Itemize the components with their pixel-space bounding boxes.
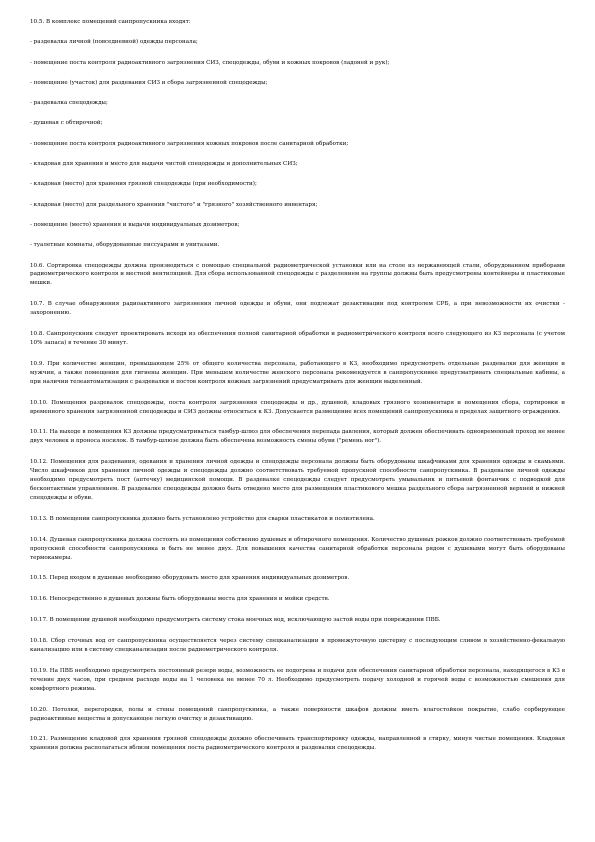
list-item: - раздевалка спецодежды;: [30, 100, 108, 107]
paragraph-10-19: 10.19. На ПВБ необходимо предусмотреть постоянный резерв воды, возможность ее подогрева и подачи для обеспечения санитарной обработки персонала, находящегося в КЗ в течение двух часов, при среднем расходе воды на 1 человека не менее 70 л. Необходимо предусмотреть подачу холодной и горячей воды с возможностью смешения для комфортного режима.: [30, 667, 565, 692]
list-item: - помещение (участок) для раздевания СИЗ и сбора загрязненной спецодежды;: [30, 79, 268, 86]
list-item: - кладовая (место) для раздельного хранения "чистого" и "грязного" хозяйственного инвентаря;: [30, 201, 318, 208]
list-item: - душевая с обтирочной;: [30, 120, 103, 127]
list-item: - помещение (место) хранения и выдачи индивидуальных дозиметров;: [30, 221, 240, 228]
paragraph-10-9: 10.9. При количестве женщин, превышающем 25% от общего количества персонала, работающего в КЗ, необходимо предусмотреть отдельные раздевалки для женщин и мужчин, а также помещения для гигиены женщин. При меньшем количестве женского персонала рекомендуется в санпропускнике предусматривать специальные кабины, а при наличии телеавтоматизации с раздевалки и постов контроля кожных загрязнений предусматривать для женщин выделенный.: [30, 360, 565, 385]
paragraph-10-16: 10.16. Непосредственно в душевых должны быть оборудованы места для хранения и мойки средств.: [30, 596, 330, 603]
paragraph-10-10: 10.10. Помещения раздевалок спецодежды, поста контроля загрязнения спецодежды и др., душевой, кладовых грязного хозинвентаря и помещения сбора, сортировки и временного хранения загрязненной спецодежды и СИЗ должны относиться к КЗ. Допускается размещение всех помещений санпропускника в пределах защитного ограждения.: [30, 399, 565, 415]
paragraph-10-11: 10.11. На выходе в помещения КЗ должны предусматриваться тамбур-шлюз для обеспечения перепада давления, который должен обеспечивать одновременный проход не менее двух человек и проноса носилок. В тамбур-шлюзе должна быть обеспечена возможность смены обуви ("ремень ног").: [30, 429, 565, 445]
paragraph-10-13: 10.13. В помещении санпропускника должно быть установлено устройство для сварки пластикатов и полиэтилена.: [30, 515, 375, 522]
list-item: - кладовая для хранения и место для выдачи чистой спецодежды и дополнительных СИЗ;: [30, 161, 298, 168]
list-item: - кладовая (место) для хранения грязной спецодежды (при необходимости);: [30, 181, 257, 188]
paragraph-10-20: 10.20. Потолки, перегородки, полы и стены помещений санпропускника, а также поверхности шкафов должны иметь влагостойкое покрытие, слабо сорбирующее радиоактивные вещества и допускающее легкую очистку и дезактивацию.: [30, 706, 565, 722]
paragraph-10-5: 10.5. В комплекс помещений санпропускника входят:: [30, 19, 191, 25]
paragraph-10-7: 10.7. В случае обнаружения радиоактивного загрязнения личной одежды и обуви, они подлежат дезактивации под контролем СРБ, а при невозможности их очистки - захоронению.: [30, 301, 565, 317]
list-item: - туалетные комнаты, оборудованные писсуарами и унитазами.: [30, 242, 220, 249]
paragraph-10-17: 10.17. В помещении душевой необходимо предусмотреть систему стока моечных вод, исключающую застой воды при повреждении ПВБ.: [30, 617, 441, 624]
paragraph-10-12: 10.12. Помещения для раздевания, одевания и хранения личной одежды и спецодежды персонала должны быть оборудованы шкафчиками для хранения одежды и скамьями. Число шкафчиков для хранения личной одежды и спецодежды должно соответствовать требуемой пропускной способности санпропускника. В раздевалке личной одежды необходимо предусмотреть пост (аптечку) медицинской помощи. В раздевалке спецодежды следует предусмотреть умывальник и питьевой фонтанчик с подводкой для бесконтактным управлением. В раздевалке спецодежды должно быть отведено место для размещения пластикового мешка раздельного сбора загрязненной верхней и нижней спецодежды и обуви.: [30, 459, 565, 501]
list-item: - помещение поста контроля радиоактивного загрязнения СИЗ, спецодежды, обуви и кожных покровов (ладоней и рук);: [30, 59, 390, 66]
list-item: - помещение поста контроля радиоактивного загрязнения кожных покровов после санитарной обработки;: [30, 140, 349, 147]
paragraph-10-21: 10.21. Размещение кладовой для хранения грязной спецодежды должно обеспечивать транспортировку одежды, направленной в стирку, минуя чистые помещения. Кладовая хранения должна располагаться вблизи помещения поста радиометрического контроля и раздевалки спецодежды.: [30, 736, 565, 752]
paragraph-10-6: 10.6. Сортировка спецодежды должна производиться с помощью специальной радиометрической установки или на столе из нержавеющей стали, оборудованном приборами радиометрического контроля и местной вентиляцией. Для сбора использованной спецодежды с разделением на группы должны быть предусмотрены контейнеры и пластиковые мешки.: [30, 262, 565, 287]
list-item: - раздевалка личной (повседневной) одежды персонала;: [30, 39, 198, 46]
paragraph-10-14: 10.14. Душевая санпропускника должна состоять из помещения собственно душевых и обтирочного помещения. Количество душевых рожков должно соответствовать требуемой пропускной способности санпропускника и быть не менее двух. Для повышения качества санитарной обработки персонала рядом с душевыми могут быть оборудованы термокамеры.: [30, 536, 565, 561]
paragraph-10-18: 10.18. Сбор сточных вод от санпропускника осуществляется через систему спецканализации в промежуточную цистерну с последующим сливом в хозяйственно-фекальную канализацию или в систему спецканализации после радиометрического контроля.: [30, 638, 565, 654]
paragraph-10-8: 10.8. Санпропускник следует проектировать исходя из обеспечения полной санитарной обработки и радиометрического контроля всего следующего из КЗ персонала (с учетом 10% запаса) в течение 30 минут.: [30, 331, 565, 346]
paragraph-10-15: 10.15. Перед входом в душевые необходимо оборудовать место для хранения индивидуальных дозиметров.: [30, 575, 350, 582]
